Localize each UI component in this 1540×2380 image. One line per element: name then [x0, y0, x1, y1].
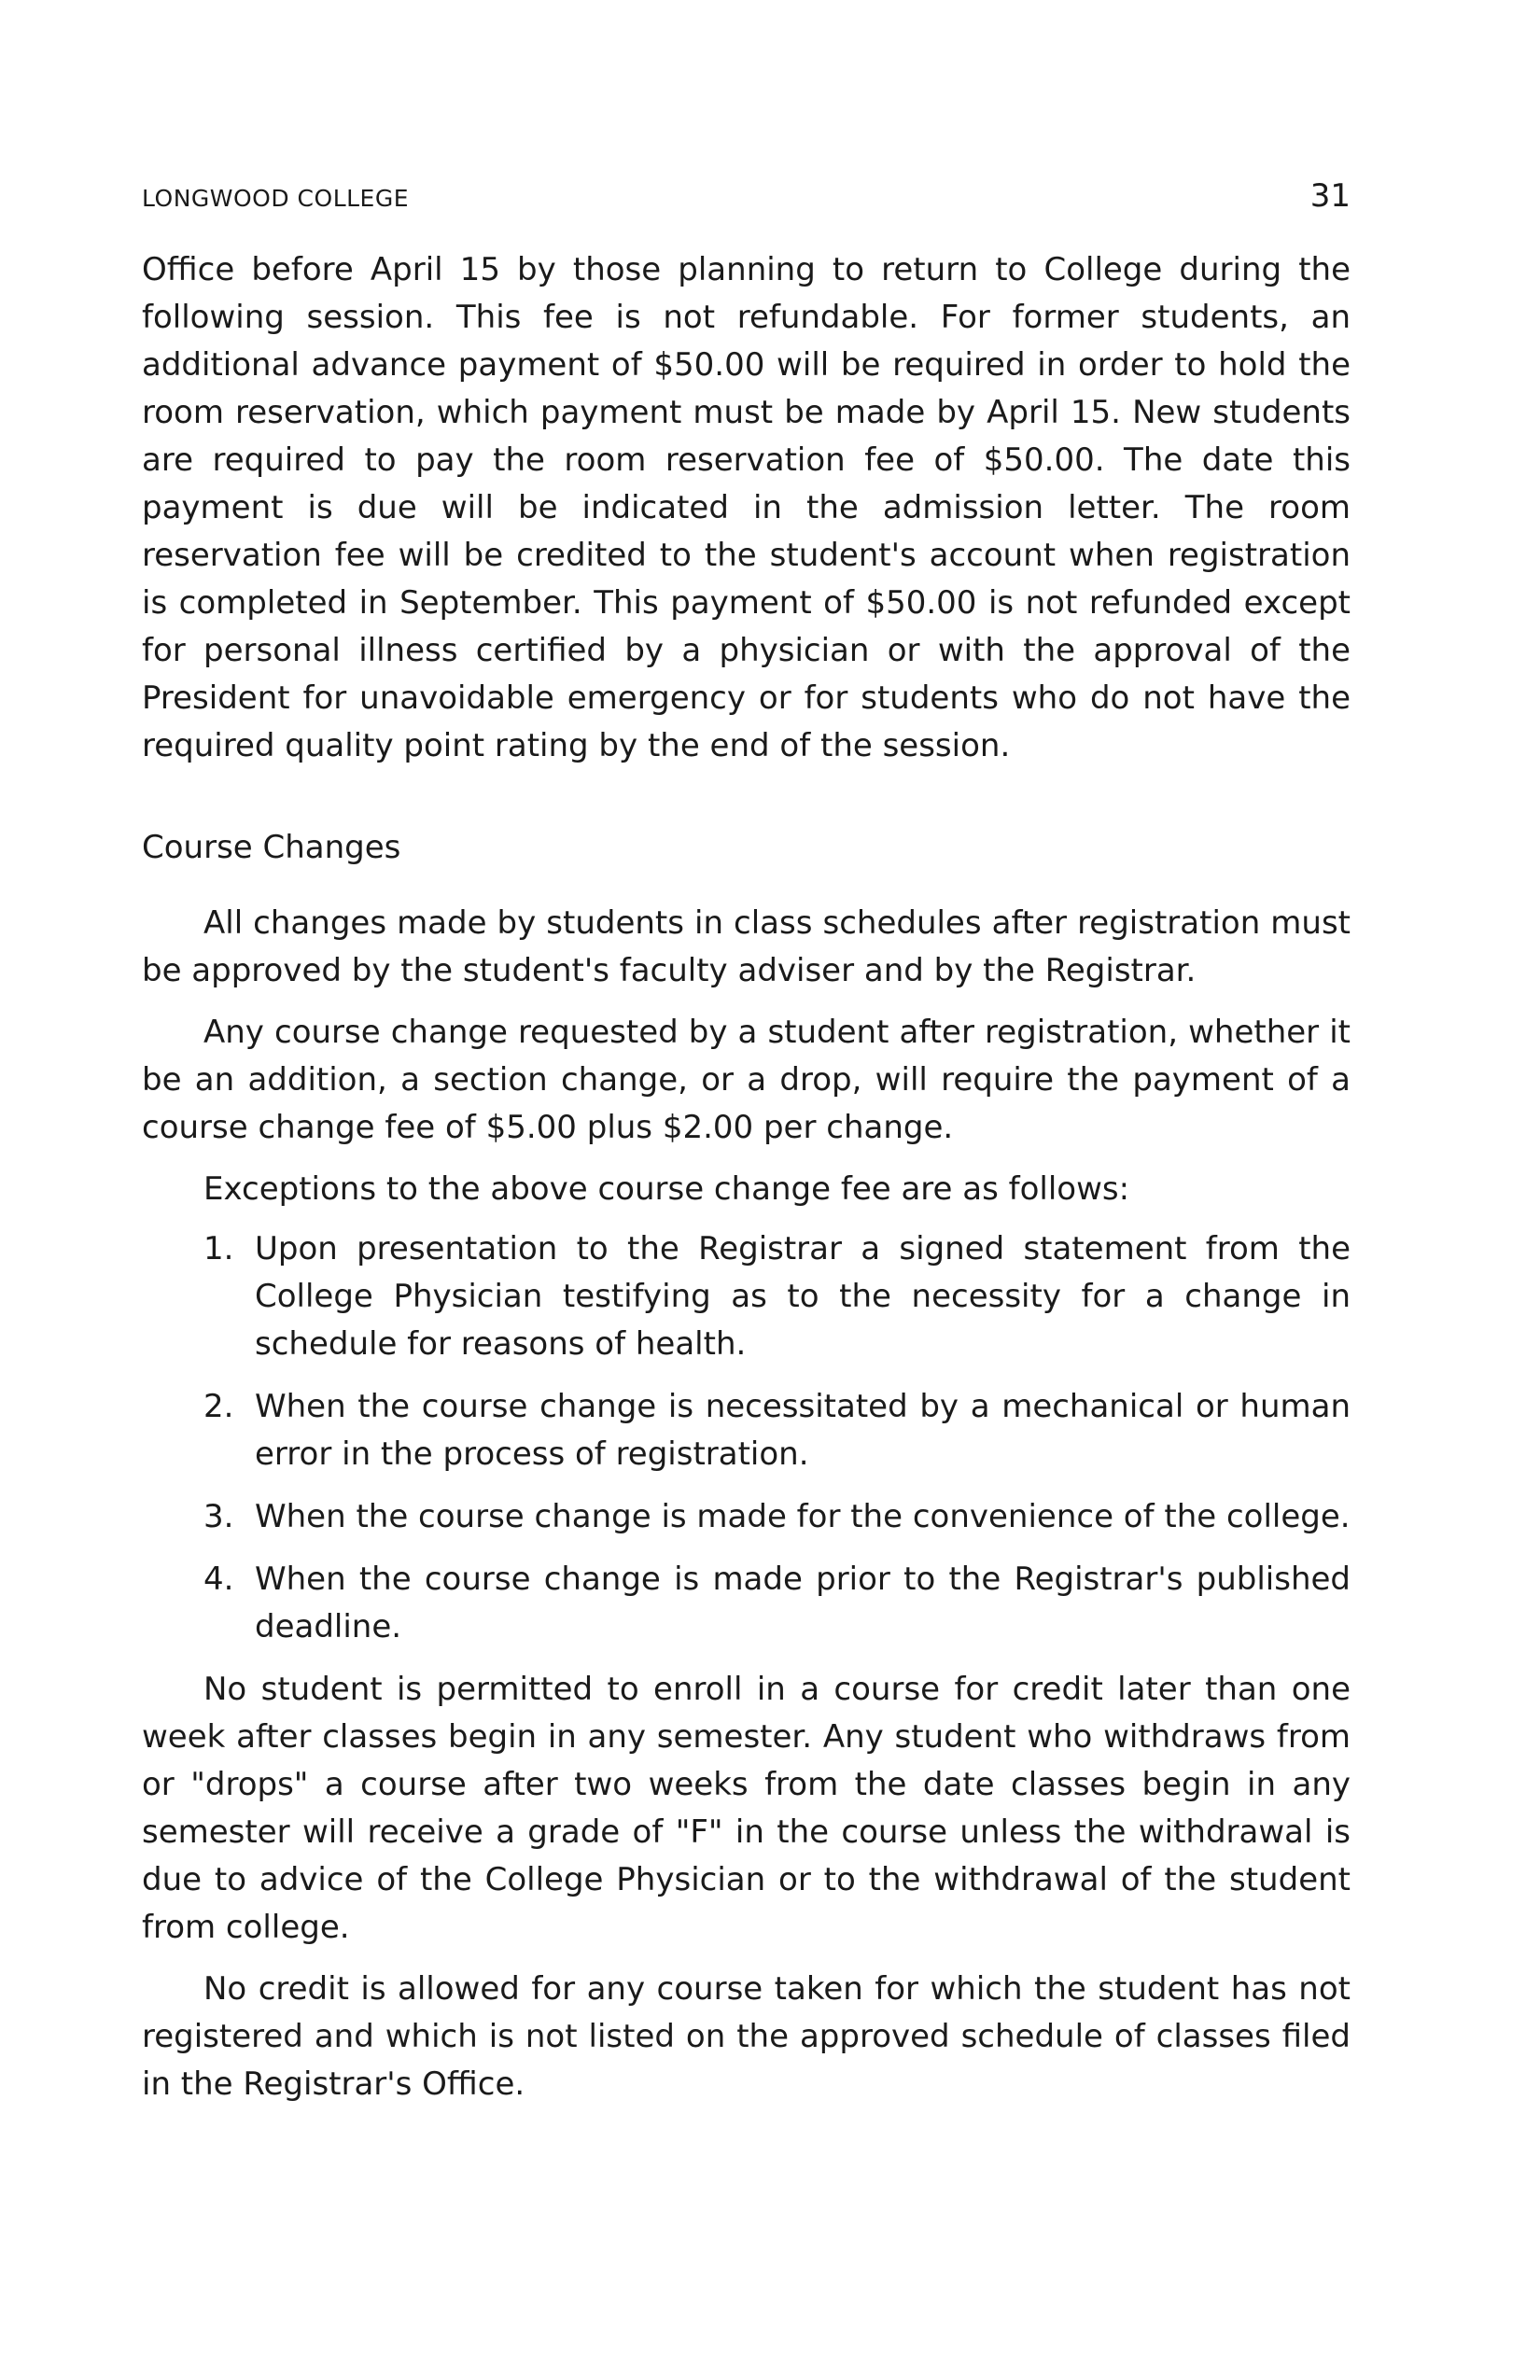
list-item-text: Upon presentation to the Registrar a signed statement from the College Physician testifying as to the necessity for a change in schedule for reasons of health.: [255, 1230, 1351, 1363]
list-item-text: When the course change is made prior to the Registrar's published deadline.: [255, 1561, 1351, 1645]
paragraph-approval: All changes made by students in class schedules after registration must be approved by the student's faculty adviser and by the Registrar.: [142, 904, 1351, 989]
section-heading-course-changes: Course Changes: [142, 829, 401, 866]
list-item-number: 1.: [203, 1230, 234, 1267]
paragraph-enrollment-deadline: No student is permitted to enroll in a course for credit later than one week after classes begin in any semester. Any student who withdraws from or "drops" a course after two weeks from the date classes begin in any semester will receive a grade of "F" in the course unless the withdrawal is due to advice of the College Physician or to the withdrawal of the student from college.: [142, 1671, 1351, 1946]
intro-paragraph: Office before April 15 by those planning to return to College during the following session. This fee is not refundable. For former students, an additional advance payment of $50.00 will be required in order to hold the room reservation, which payment must be made by April 15. New students are required to pay the room reservation fee of $50.00. The date this payment is due will be indicated in the admission letter. The room reservation fee will be credited to the student's account when registration is completed in September. This payment of $50.00 is not refunded except for personal illness certified by a physician or with the approval of the President for unavoidable emergency or for students who do not have the required quality point rating by the end of the session.: [142, 251, 1351, 764]
list-item-number: 2.: [203, 1388, 234, 1425]
running-title: LONGWOOD COLLEGE: [142, 185, 410, 212]
page-number: 31: [1309, 177, 1351, 215]
paragraph-change-fee: Any course change requested by a student after registration, whether it be an addition, a section change, or a drop, will require the payment of a course change fee of $5.00 plus $2.00 per change.: [142, 1014, 1351, 1146]
list-item: [203, 1493, 1351, 1541]
list-item-text: When the course change is necessitated by a mechanical or human error in the process of registration.: [255, 1388, 1351, 1473]
list-item: [203, 1383, 1351, 1478]
document-page: [142, 177, 1351, 2108]
list-item: [203, 1225, 1351, 1368]
list-item: [203, 1556, 1351, 1651]
paragraph-no-credit: No credit is allowed for any course taken for which the student has not registered and which is not listed on the approved schedule of classes filed in the Registrar's Office.: [142, 1970, 1351, 2103]
exceptions-list: [142, 1225, 1351, 1651]
list-item-number: 4.: [203, 1561, 234, 1598]
list-item-number: 3.: [203, 1498, 234, 1535]
running-header: [142, 177, 1351, 215]
list-item-text: When the course change is made for the convenience of the college.: [255, 1498, 1351, 1535]
paragraph-exceptions-intro: Exceptions to the above course change fee are as follows:: [203, 1170, 1130, 1208]
